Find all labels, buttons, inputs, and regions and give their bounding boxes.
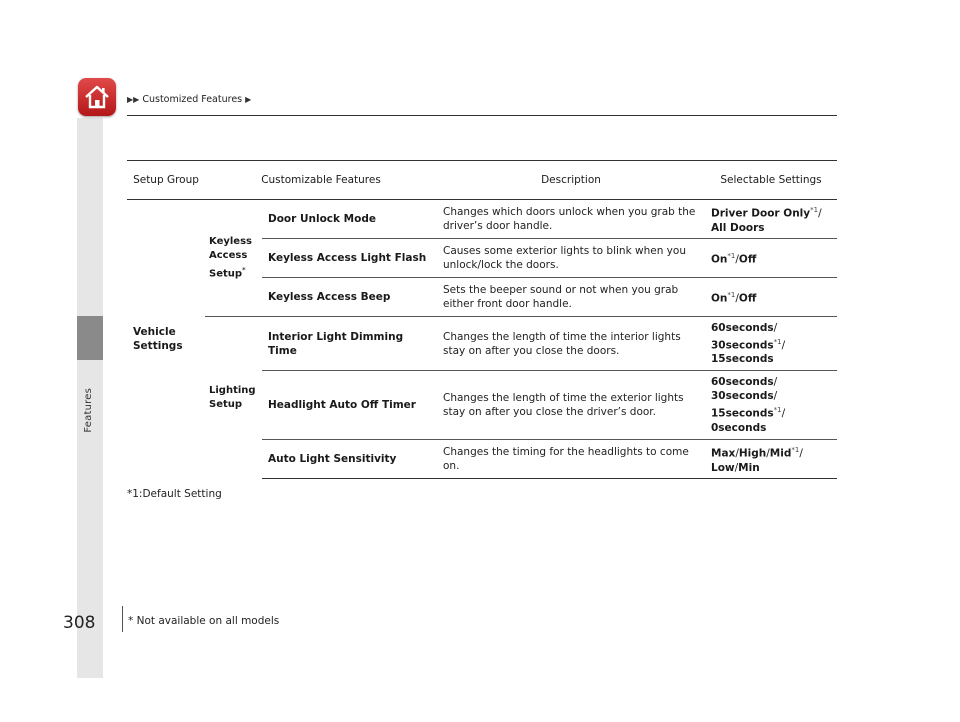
breadcrumb-arrow-icon: ▶▶ [127, 95, 140, 104]
feature-description: Changes the length of time the exterior lights stay on after you close the driver’s door. [437, 371, 705, 440]
setting-option: Off [738, 292, 757, 305]
table-header-row [127, 161, 837, 200]
group-vehicle-settings: Vehicle Settings [133, 326, 183, 353]
table-row [127, 200, 837, 239]
footer-rule [122, 606, 123, 632]
setting-separator: / [773, 321, 778, 334]
setting-separator: / [734, 461, 739, 474]
footnote-mark: *1 [727, 252, 736, 261]
subgroup-lighting-setup: Lighting Setup [205, 317, 262, 479]
setting-option: Off [738, 253, 757, 266]
setting-option: Min [738, 461, 760, 474]
feature-description: Changes the length of time the interior lights stay on after you close the doors. [437, 317, 705, 371]
setting-option: Driver Door Only [711, 207, 811, 220]
header-selectable-settings: Selectable Settings [705, 161, 837, 200]
feature-settings [705, 200, 837, 239]
section-label: Features [83, 388, 94, 433]
feature-settings [705, 440, 837, 479]
feature-name: Headlight Auto Off Timer [262, 371, 437, 440]
home-icon [82, 82, 112, 112]
footnote-mark: *1 [773, 406, 782, 415]
feature-description: Changes which doors unlock when you grab the driver’s door handle. [437, 200, 705, 239]
subgroup-keyless-access-label: Keyless Access Setup [209, 235, 252, 280]
feature-description: Changes the timing for the headlights to come on. [437, 440, 705, 479]
breadcrumb[interactable] [127, 94, 251, 105]
setting-separator: / [735, 292, 739, 305]
setting-separator: / [735, 253, 739, 266]
breadcrumb-link[interactable]: Customized Features [142, 94, 243, 105]
footnote-mark: *1 [810, 206, 819, 215]
feature-description: Causes some exterior lights to blink when you unlock/lock the doors. [437, 239, 705, 278]
feature-name: Keyless Access Light Flash [262, 239, 437, 278]
setting-option: On [711, 292, 728, 305]
setting-separator: / [781, 339, 786, 352]
setting-separator: / [799, 447, 803, 460]
feature-settings [705, 239, 837, 278]
feature-name: Auto Light Sensitivity [262, 440, 437, 479]
setting-option: 30seconds [711, 339, 774, 352]
setting-option: 15seconds [711, 353, 774, 366]
setting-separator: / [773, 376, 778, 389]
footnote-mark: *1 [727, 291, 736, 300]
header-description: Description [437, 161, 705, 200]
table-row [127, 317, 837, 371]
feature-description: Sets the beeper sound or not when you grab either front door handle. [437, 278, 705, 317]
header-customizable-features: Customizable Features [205, 161, 437, 200]
footnote-mark: *1 [791, 446, 800, 455]
subgroup-keyless-access [205, 200, 262, 317]
setting-option: 30seconds [711, 390, 774, 403]
setting-separator: / [773, 390, 778, 403]
setting-separator: / [781, 407, 786, 420]
feature-settings [705, 371, 837, 440]
setting-separator: / [766, 447, 770, 460]
footnote-mark: * [242, 265, 246, 274]
feature-name: Keyless Access Beep [262, 278, 437, 317]
page-number: 308 [63, 613, 96, 633]
availability-footnote: * Not available on all models [128, 615, 280, 627]
feature-name: Door Unlock Mode [262, 200, 437, 239]
feature-settings [705, 278, 837, 317]
feature-name: Interior Light Dimming Time [262, 317, 437, 371]
section-marker [77, 316, 103, 360]
setting-option: 15seconds [711, 407, 774, 420]
setting-option: Max [711, 447, 736, 460]
setting-option: High [738, 447, 767, 460]
setting-option: 60seconds [711, 321, 774, 334]
setting-option: Low [711, 461, 735, 474]
setting-separator: / [735, 447, 739, 460]
header-setup-group: Setup Group [127, 161, 205, 200]
footnote-mark: *1 [773, 337, 782, 346]
breadcrumb-end-arrow-icon: ▶ [245, 95, 252, 104]
setting-separator: / [818, 207, 822, 220]
setting-option: 0seconds [711, 421, 767, 434]
setting-option: All Doors [711, 221, 765, 234]
header-rule [127, 115, 837, 116]
customized-features-table [127, 160, 837, 479]
setting-option: On [711, 253, 728, 266]
setting-option: 60seconds [711, 376, 774, 389]
feature-settings [705, 317, 837, 371]
setting-option: Mid [769, 447, 792, 460]
default-setting-footnote: *1:Default Setting [127, 488, 222, 500]
home-button[interactable] [78, 78, 116, 116]
